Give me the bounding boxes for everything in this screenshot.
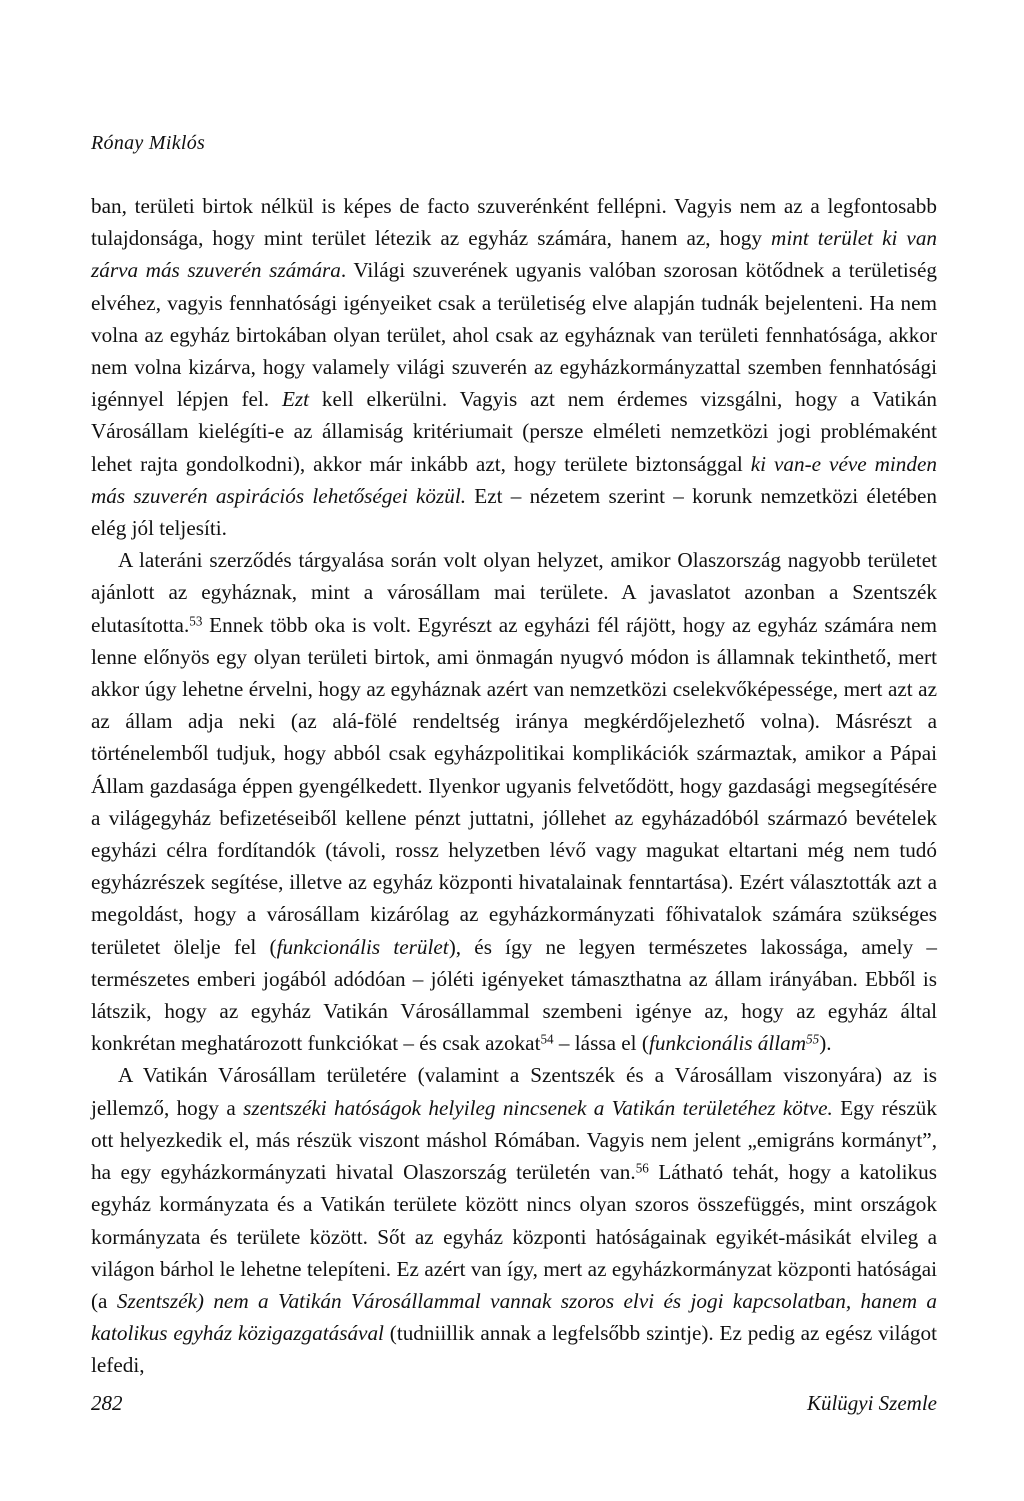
italic-text: Ezt [281,387,310,412]
text-run: A Vatikán Városállam területére (valamint a Szentszék és a Városállam viszonyára) az is jellemző, hogy a [91,1063,937,1120]
text-run: Ennek több oka is volt. Egyrészt az egyházi fél rájött, hogy az egyház számára nem lenne előnyös egy olyan területi birtok, ami önmagán nyugvó módon is államnak tekinthető, mert akkor úgy lehetne érvelni, hogy az egyháznak azért van nemzetközi cselekvőképessége, mert azt az az állam adja neki (az alá-fölé rendeltség iránya megkérdőjelezhető volna). Másrészt a történelemből tudjuk, hogy abból csak egyházpolitikai komplikációk származtak, amikor a Pápai Állam gazdasága éppen gyengélkedett. Ilyenkor ugyanis felvetődött, hogy gazdasági megsegítésére a világegyház befizetéseiből kellene pénzt juttatni, jóllehet az egyházadóból származó bevételek egyházi célra fordítandók (távoli, rossz helyzetben lévő vagy magukat eltartani még nem tudó egyházrészek segítése, illetve az egyház központi hivatalainak fenntartása). Ezért választották azt a megoldást, hogy a városállam kizárólag az egyházkormányzati főhivatalok számára szükséges területet ölelje fel ( [91,612,937,959]
italic-text: funkcionális terület [276,934,449,959]
text-run: . Világi szuverének ugyanis valóban szorosan kötődnek a területiség elvéhez, vagyis fennhatósági igényeiket csak a területiség elve alapján tudnák bejelenteni. Ha nem volna az egyház birtokában olyan terület, ahol csak az egyháznak van területi fennhatósága, akkor nem volna kizárva, hogy valamely világi szuverén az egyházkormányzattal szemben fennhatósági igénnyel lépjen fel. [91,258,937,412]
footnote-ref: 53 [189,613,203,629]
text-run: kell elkerülni. Vagyis azt nem érdemes vizsgálni, hogy a Vatikán Városállam kielégíti-e az államiság kritériumait (persze elméleti nemzetközi jogi problémaként lehet rajta gondolkodni), akkor már inkább azt, hogy területe biztonsággal [91,387,937,476]
text-run: ). [819,1031,832,1056]
text-run: Ezt – nézetem szerint – korunk nemzetközi életében elég jól teljesíti. [91,483,937,541]
paragraph-1 [91,190,937,544]
italic-text: szentszéki hatóságok helyileg nincsenek a Vatikán területéhez kötve. [243,1095,833,1120]
footnote-ref: 55 [806,1031,820,1047]
text-run: – lássa el ( [553,1031,649,1056]
running-head-author: Rónay Miklós [91,132,206,154]
page-number: 282 [91,1391,123,1415]
italic-text: mint terület ki van zárva más szuverén számára [91,226,938,283]
footnote-ref: 56 [635,1160,649,1176]
text-run: Látható tehát, hogy a katolikus egyház kormányzata és a Vatikán területe között nincs olyan szoros összefüggés, mint országok kormányzata és területe között. Sőt az egyház központi hatóságainak egyikét-másikát elvileg a világon bárhol le lehetne telepíteni. Ez azért van így, mert az egyházkormányzat központi hatóságai (a [91,1160,937,1313]
text-run: Egy részük ott helyezkedik el, más részük viszont máshol Rómában. Vagyis nem jelent „emigráns kormányt”, ha egy egyházkormányzati hivatal Olaszország területén van. [91,1095,937,1185]
paragraph-3 [91,1059,937,1381]
text-run: A lateráni szerződés tárgyalása során volt olyan helyzet, amikor Olaszország nagyobb területet ajánlott az egyháznak, mint a városállam mai területe. A javaslatot azonban a Szentszék elutasította. [91,548,937,637]
italic-text: ki van-e véve minden más szuverén aspirációs lehetőségei közül. [91,451,937,508]
paragraph-2 [91,544,937,1059]
text-run: (tudniillik annak a legfelsőbb szintje). Ez pedig az egész világot lefedi, [91,1321,937,1378]
text-run: ban, területi birtok nélkül is képes de facto szuverénként fellépni. Vagyis nem az a legfontosabb tulajdonsága, hogy mint terület létezik az egyház számára, hanem az, hogy [91,194,937,251]
text-run: ), és így ne legyen természetes lakossága, amely – természetes emberi jogából adódóan – jóléti igényeket támaszthatna az állam irányában. Ebből is látszik, hogy az egyház Vatikán Városállammal szembeni igénye az, hogy az egyház által konkrétan meghatározott funkciókat – és csak azokat [91,934,937,1056]
footnote-ref: 54 [540,1031,554,1047]
journal-name: Külügyi Szemle [806,1391,937,1415]
body-text [91,190,937,1382]
italic-text: funkcionális állam [648,1031,807,1056]
italic-text: Szentszék) nem a Vatikán Városállammal vannak szoros elvi és jogi kapcsolatban, hanem a katolikus egyház közigazgatásával [91,1288,938,1346]
